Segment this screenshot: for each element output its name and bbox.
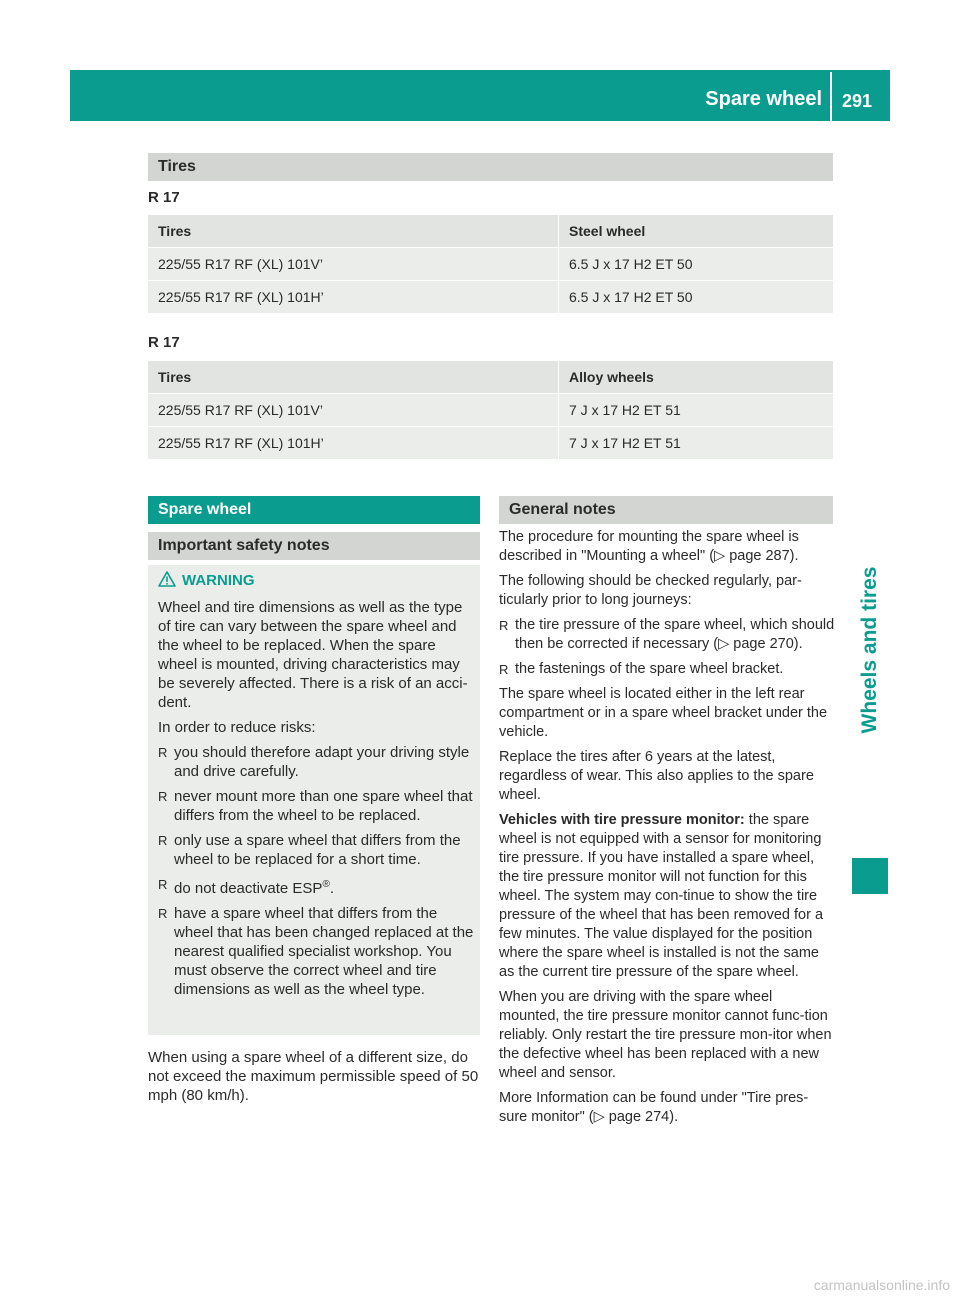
bullet-r-icon: R: [158, 877, 168, 892]
header-divider: [830, 72, 832, 121]
speed-note-text: When using a spare wheel of a different size, do not exceed the maximum permissible speed of 50 mph (80 km/h).: [148, 1049, 479, 1104]
paragraph: The procedure for mounting the spare wheel is described in "Mounting a wheel" (▷ page 287).: [499, 529, 799, 564]
table-cell: 6.5 J x 17 H2 ET 50: [559, 281, 833, 313]
general-notes-title: General notes: [499, 496, 833, 524]
list-item-text: have a spare wheel that differs from the wheel that has been changed replaced at the nearest qualified specialist workshop. You must observe the correct wheel and tire dimensions as well as the wheel type.: [174, 905, 474, 998]
list-item: [158, 904, 476, 999]
list-item: [158, 875, 476, 898]
paragraph: When you are driving with the spare wheel mounted, the tire pressure monitor cannot func-tion reliably. Only restart the tire pressure mon-itor when the defective wheel has been replaced with a new wheel and sensor.: [499, 989, 832, 1081]
table-cell: 225/55 R17 RF (XL) 101V’: [148, 394, 558, 426]
table-header-cell: Tires: [148, 215, 558, 247]
tires-table-steel: [148, 215, 833, 314]
header-title: Spare wheel: [705, 88, 822, 110]
warning-triangle-icon: [158, 571, 176, 587]
page-number: 291: [842, 91, 873, 111]
tires-section-title: Tires: [148, 153, 833, 181]
paragraph: [499, 811, 835, 982]
side-tab: [852, 566, 888, 734]
table-header-row: [148, 215, 833, 247]
list-item-text: do not deactivate ESP: [174, 880, 323, 897]
list-item-end: .: [329, 880, 334, 897]
list-item: [499, 660, 835, 679]
list-item-text: only use a spare wheel that differs from the wheel to be replaced for a short time.: [174, 832, 461, 868]
list-item: [158, 743, 476, 781]
bullet-r-icon: R: [158, 906, 168, 921]
table1-label: R 17: [148, 189, 180, 206]
warning-intro: Wheel and tire dimensions as well as the type of tire can vary between the spare wheel and the wheel to be replaced. When the spare wheel is mounted, driving characteristics may be severely affected. There is a risk of an acci-dent.: [158, 599, 468, 711]
general-notes-body: [499, 528, 835, 1133]
table-row: [148, 394, 833, 426]
list-item-text: the fastenings of the spare wheel bracket.: [515, 661, 784, 677]
table-cell: 225/55 R17 RF (XL) 101H’: [148, 427, 558, 459]
table-row: [148, 427, 833, 459]
list-item-text: the tire pressure of the spare wheel, which should then be corrected if necessary (▷ page 270).: [515, 617, 835, 652]
list-item-text: you should therefore adapt your driving style and drive carefully.: [174, 744, 470, 780]
bullet-r-icon: R: [499, 618, 509, 633]
table-cell: 225/55 R17 RF (XL) 101H’: [148, 281, 558, 313]
safety-notes-title: Important safety notes: [148, 532, 480, 560]
table-header-row: [148, 361, 833, 393]
table-header-cell: Alloy wheels: [559, 361, 833, 393]
bullet-r-icon: R: [158, 789, 168, 804]
tires-table-alloy: [148, 361, 833, 460]
warning-label: WARNING: [182, 572, 255, 589]
tpm-heading: Vehicles with tire pressure monitor:: [499, 812, 745, 828]
bullet-r-icon: R: [158, 745, 168, 760]
table-row: [148, 281, 833, 313]
bullet-r-icon: R: [499, 662, 509, 677]
warning-heading: [158, 571, 255, 591]
table-header-cell: Tires: [148, 361, 558, 393]
watermark: carmanualsonline.info: [813, 1277, 950, 1293]
paragraph: The spare wheel is located either in the left rear compartment or in a spare wheel bracket under the vehicle.: [499, 686, 828, 740]
warning-reduce: In order to reduce risks:: [158, 719, 316, 736]
paragraph: Replace the tires after 6 years at the latest, regardless of wear. This also applies to the spare wheel.: [499, 749, 814, 803]
table-cell: 6.5 J x 17 H2 ET 50: [559, 248, 833, 280]
speed-note: [148, 1048, 480, 1111]
side-tab-label: Wheels and tires: [858, 566, 881, 734]
spare-wheel-title: Spare wheel: [148, 496, 480, 524]
warning-body: [158, 598, 476, 1005]
table2-label: R 17: [148, 334, 180, 351]
table-cell: 225/55 R17 RF (XL) 101V’: [148, 248, 558, 280]
bullet-r-icon: R: [158, 833, 168, 848]
table-row: [148, 248, 833, 280]
table-cell: 7 J x 17 H2 ET 51: [559, 427, 833, 459]
tpm-text: the spare wheel is not equipped with a sensor for monitoring tire pressure. If you have installed a spare wheel, the tire pressure monitor will not function for this wheel. The system may con-tinue to show the tire pressure of the wheel that has been removed for a few minutes. The value displayed for the position where the spare wheel is installed is not the same as the current tire pressure of the spare wheel.: [499, 812, 824, 980]
table-cell: 7 J x 17 H2 ET 51: [559, 394, 833, 426]
side-marker-block: [852, 858, 888, 894]
list-item: [499, 616, 835, 654]
table-header-cell: Steel wheel: [559, 215, 833, 247]
list-item: [158, 787, 476, 825]
list-item-text: never mount more than one spare wheel that differs from the wheel to be replaced.: [174, 788, 473, 824]
paragraph: The following should be checked regularly, par-ticularly prior to long journeys:: [499, 573, 802, 608]
registered-mark: ®: [322, 879, 330, 890]
paragraph: More Information can be found under "Tire pres-sure monitor" (▷ page 274).: [499, 1090, 809, 1125]
list-item: [158, 831, 476, 869]
